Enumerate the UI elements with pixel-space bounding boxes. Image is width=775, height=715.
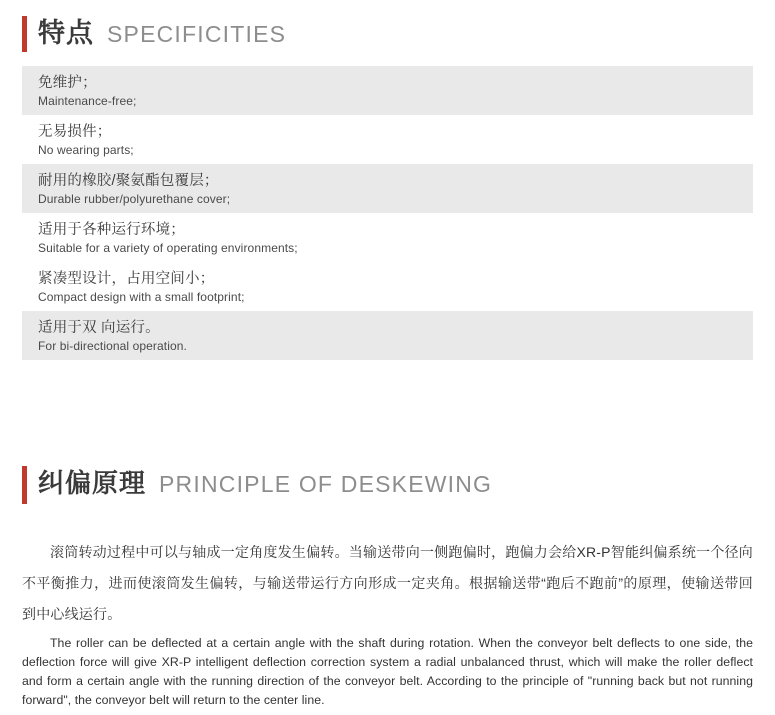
features-heading-en: SPECIFICITIES <box>107 21 287 47</box>
list-item <box>22 164 753 213</box>
feature-label-cn: 无易损件； <box>38 124 112 140</box>
features-heading-cn: 特点 <box>38 18 94 48</box>
list-item <box>22 311 753 360</box>
feature-label-en: Suitable for a variety of operating environments; <box>38 241 298 255</box>
feature-label-en: Compact design with a small footprint; <box>38 290 245 304</box>
feature-label-cn: 适用于双 向运行。 <box>38 320 160 336</box>
list-item <box>22 115 753 164</box>
principle-section-heading <box>22 466 492 504</box>
list-item <box>22 66 753 115</box>
list-item <box>22 213 753 262</box>
features-list <box>22 66 753 360</box>
feature-label-cn: 紧凑型设计，占用空间小； <box>38 271 215 287</box>
principle-heading-en: PRINCIPLE OF DESKEWING <box>159 471 493 497</box>
principle-heading-texts <box>38 466 492 504</box>
principle-heading-cn: 纠偏原理 <box>38 468 147 498</box>
accent-bar-icon <box>22 16 27 52</box>
feature-label-cn: 耐用的橡胶/聚氨酯包覆层； <box>38 173 219 189</box>
principle-paragraph-en: The roller can be deflected at a certain angle with the shaft during rotation. When the conveyor belt deflects to one side, the deflection force will give XR-P intelligent deflection correction system a radial unbalanced thrust, which will make the roller deflect and form a certain angle with the running direction of the conveyor belt. According to the principle of "running back but not running forward", the conveyor belt will return to the center line. <box>22 636 753 708</box>
features-section-heading <box>22 16 286 52</box>
feature-label-cn: 适用于各种运行环境； <box>38 222 185 238</box>
list-item <box>22 262 753 311</box>
principle-paragraph-cn: 滚筒转动过程中可以与轴成一定角度发生偏转。当输送带向一侧跑偏时，跑偏力会给XR-P智能纠偏系统一个径向不平衡推力，进而使滚筒发生偏转，与输送带运行方向形成一定夹角。根据输送带“跑后不跑前”的原理，使输送带回到中心线运行。 <box>22 544 753 622</box>
feature-label-cn: 免维护； <box>38 75 97 91</box>
feature-label-en: Maintenance-free; <box>38 94 137 108</box>
accent-bar-icon <box>22 466 27 504</box>
feature-label-en: For bi-directional operation. <box>38 339 187 353</box>
feature-label-en: Durable rubber/polyurethane cover; <box>38 192 231 206</box>
features-heading-texts <box>38 16 286 52</box>
feature-label-en: No wearing parts; <box>38 143 134 157</box>
